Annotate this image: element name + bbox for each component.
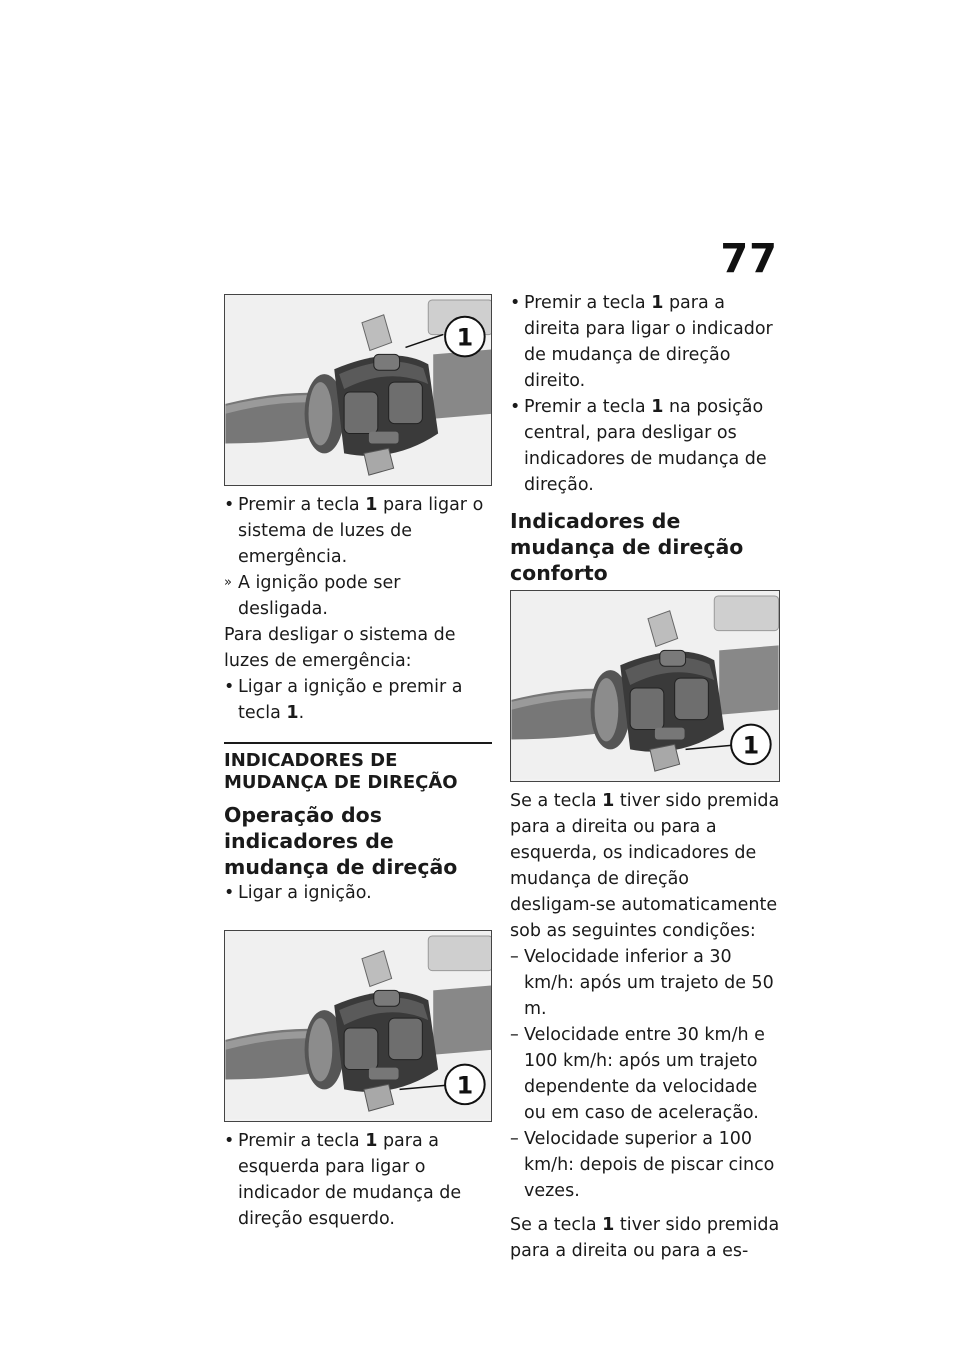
list-item: – Velocidade entre 30 km/h e 100 km/h: após um trajeto dependente da velocidade ou em caso de aceleração. (510, 1022, 780, 1126)
page-number: 77 (720, 236, 778, 282)
subheading: Operação dos indicadores de mudança de direção (224, 803, 458, 879)
list-item: – Velocidade superior a 100 km/h: depois de piscar cinco vezes. (510, 1126, 780, 1204)
result-item: » A ignição pode ser desligada. (224, 570, 492, 622)
right-column (510, 290, 780, 1264)
list-item: • Ligar a ignição. (224, 880, 492, 906)
left-column (224, 294, 492, 1232)
list-item: • Premir a tecla 1 para a esquerda para ligar o indicador de mudança de direção esquerdo. (224, 1128, 492, 1232)
section-heading: INDICADORES DE MUDANÇA DE DIREÇÃO (224, 742, 492, 794)
list-item: • Ligar a ignição e premir a tecla 1. (224, 674, 492, 726)
comfort-turn-signal-figure (510, 590, 780, 782)
figure-callout-1: 1 (742, 731, 760, 760)
paragraph: Para desligar o sistema de luzes de emergência: (224, 625, 456, 671)
hazard-switch-figure (224, 294, 492, 486)
figure-callout-1: 1 (456, 1071, 474, 1100)
handlebar-switch-illustration (225, 295, 491, 485)
turn-signal-figure (224, 930, 492, 1122)
list-item: • Premir a tecla 1 na posição central, para desligar os indicadores de mudança de direção. (510, 394, 780, 498)
paragraph: Se a tecla 1 tiver sido premida para a direita ou para a esquerda, os indicadores de mudança de direção desligam-se automaticamente sob as seguintes condições: (510, 791, 780, 941)
list-item: • Premir a tecla 1 para a direita para ligar o indicador de mudança de direção direito. (510, 290, 780, 394)
handlebar-switch-illustration (225, 931, 491, 1121)
subheading: Indicadores de mudança de direção conforto (510, 509, 744, 585)
list-item: • Premir a tecla 1 para ligar o sistema de luzes de emergência. (224, 492, 492, 570)
figure-callout-1: 1 (456, 323, 474, 352)
list-item: – Velocidade inferior a 30 km/h: após um trajeto de 50 m. (510, 944, 780, 1022)
handlebar-switch-illustration (511, 591, 779, 781)
paragraph: Se a tecla 1 tiver sido premida para a direita ou para a es- (510, 1215, 780, 1261)
